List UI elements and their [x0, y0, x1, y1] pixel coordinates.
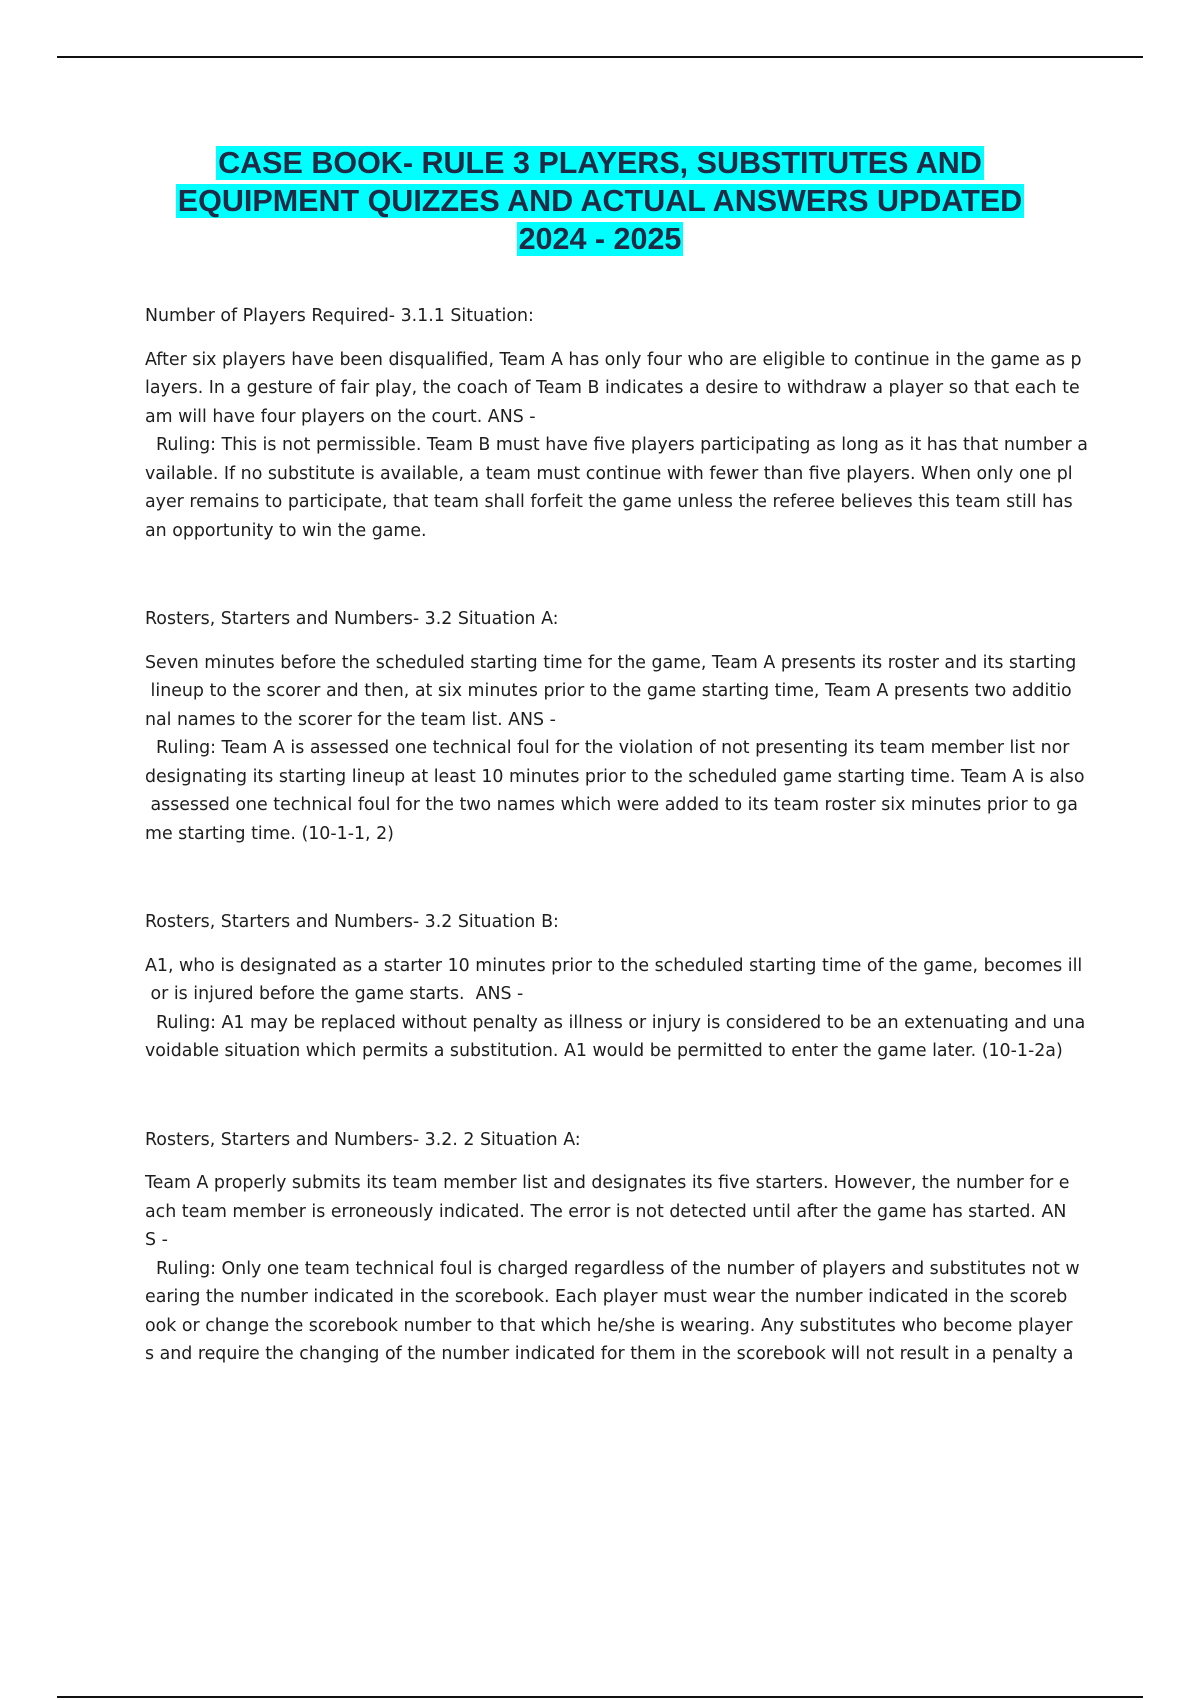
text-line: an opportunity to win the game.	[145, 520, 427, 541]
text-line: ayer remains to participate, that team shall forfeit the game unless the referee believes this team still has	[145, 492, 1073, 512]
text-line: Team A properly submits its team member list and designates its five starters. However, the number for e	[145, 1173, 1070, 1193]
text-line: ook or change the scorebook number to that which he/she is wearing. Any substitutes who become player	[145, 1315, 1073, 1336]
section-heading: Rosters, Starters and Numbers- 3.2. 2 Situation A:	[145, 1129, 581, 1150]
text-line: nal names to the scorer for the team list. ANS -	[145, 709, 556, 730]
situation-text	[145, 952, 1090, 1066]
situation-text	[145, 649, 1090, 849]
text-line: ach team member is erroneously indicated. The error is not detected until after the game has started. AN	[145, 1201, 1067, 1222]
document-body	[145, 302, 1090, 1369]
section-heading: Number of Players Required- 3.1.1 Situation:	[145, 306, 534, 326]
ruling-line: Ruling: Only one team technical foul is charged regardless of the number of players and substitutes not w	[145, 1258, 1080, 1279]
situation-text	[145, 346, 1090, 546]
text-line: am will have four players on the court. ANS -	[145, 406, 536, 427]
section-players-required	[145, 302, 1090, 545]
text-line: Seven minutes before the scheduled starting time for the game, Team A presents its roster and its starting	[145, 652, 1077, 673]
ruling-line: Ruling: A1 may be replaced without penalty as illness or injury is considered to be an extenuating and una	[145, 1012, 1086, 1033]
document-title	[100, 144, 1100, 258]
text-line: S -	[145, 1230, 168, 1250]
text-line: s and require the changing of the number indicated for them in the scorebook will not result in a penalty a	[145, 1344, 1074, 1364]
ruling-line: Ruling: This is not permissible. Team B must have five players participating as long as it has that number a	[145, 435, 1088, 455]
title-line: CASE BOOK- RULE 3 PLAYERS, SUBSTITUTES AND	[218, 146, 982, 180]
text-line: assessed one technical foul for the two names which were added to its team roster six minutes prior to ga	[145, 795, 1078, 815]
text-line: voidable situation which permits a substitution. A1 would be permitted to enter the game later. (10-1-2a)	[145, 1041, 1063, 1061]
spacer	[145, 1066, 1090, 1126]
text-line: earing the number indicated in the scorebook. Each player must wear the number indicated in the scoreb	[145, 1287, 1068, 1307]
text-line: lineup to the scorer and then, at six minutes prior to the game starting time, Team A presents two additio	[145, 681, 1072, 701]
text-line: me starting time. (10-1-1, 2)	[145, 823, 394, 844]
text-line: A1, who is designated as a starter 10 minutes prior to the scheduled starting time of the game, becomes ill	[145, 955, 1083, 976]
section-rosters-b	[145, 908, 1090, 1066]
text-line: After six players have been disqualified, Team A has only four who are eligible to continue in the game as p	[145, 349, 1082, 370]
spacer	[145, 848, 1090, 908]
situation-text	[145, 1169, 1090, 1369]
section-rosters-a	[145, 605, 1090, 848]
section-rosters-numbers	[145, 1126, 1090, 1369]
top-divider	[57, 56, 1143, 58]
bottom-divider	[57, 1696, 1143, 1698]
title-line: EQUIPMENT QUIZZES AND ACTUAL ANSWERS UPDATED	[177, 184, 1023, 218]
text-line: or is injured before the game starts. ANS -	[145, 984, 524, 1004]
section-heading: Rosters, Starters and Numbers- 3.2 Situation B:	[145, 912, 559, 932]
text-line: vailable. If no substitute is available, a team must continue with fewer than five players. When only one pl	[145, 463, 1073, 484]
text-line: layers. In a gesture of fair play, the coach of Team B indicates a desire to withdraw a player so that each te	[145, 378, 1080, 398]
ruling-line: Ruling: Team A is assessed one technical foul for the violation of not presenting its team member list nor	[145, 738, 1070, 758]
title-line: 2024 - 2025	[518, 222, 682, 256]
spacer	[145, 545, 1090, 605]
section-heading: Rosters, Starters and Numbers- 3.2 Situation A:	[145, 609, 559, 629]
text-line: designating its starting lineup at least 10 minutes prior to the scheduled game starting time. Team A is also	[145, 766, 1085, 787]
